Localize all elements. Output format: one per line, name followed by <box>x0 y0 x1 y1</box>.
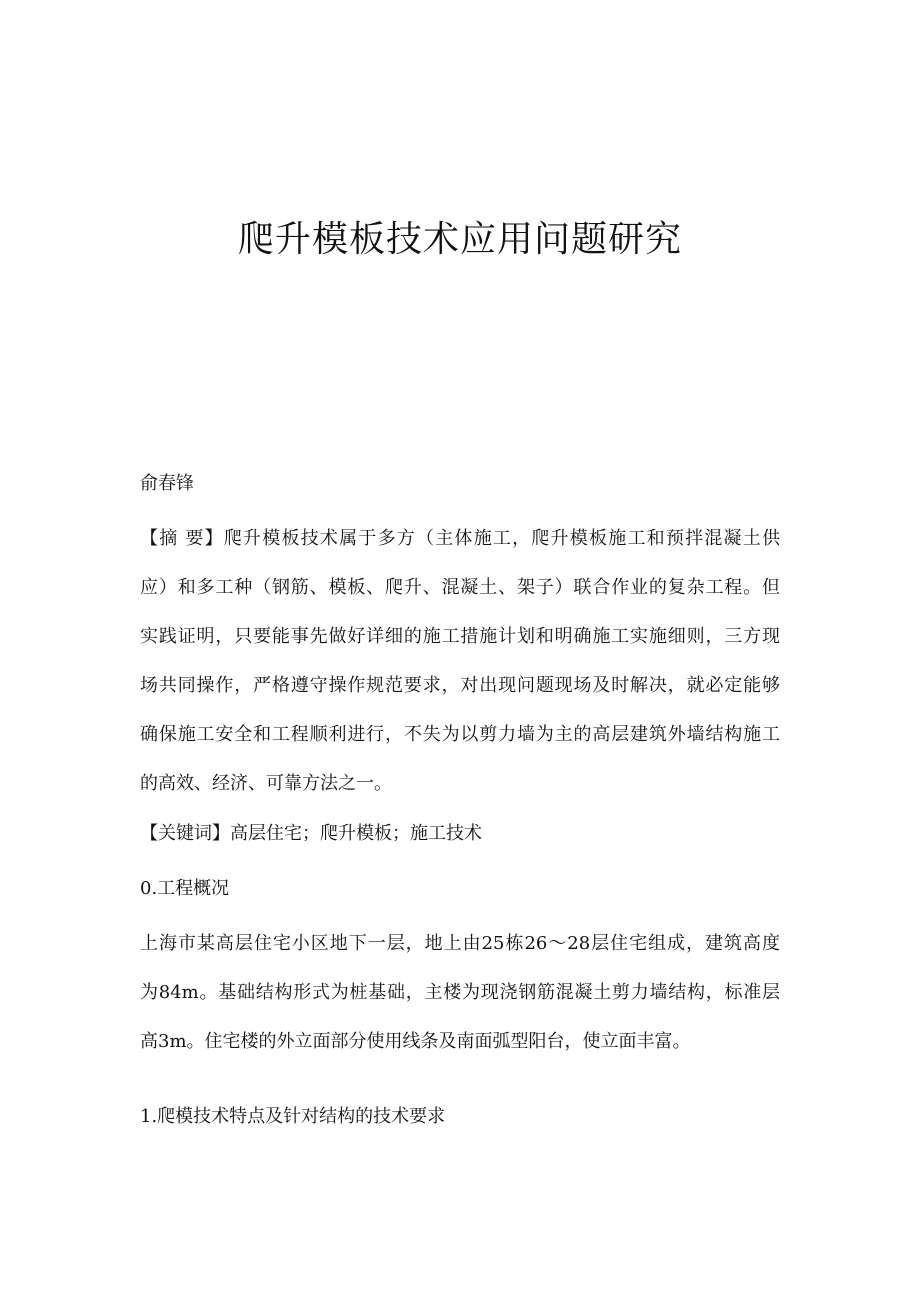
overview-paragraph <box>140 919 780 1066</box>
abstract-line: 的高效、经济、可靠方法之一。 <box>140 773 392 794</box>
overview-line: 高3m。住宅楼的外立面部分使用线条及南面弧型阳台，使立面丰富。 <box>140 1031 691 1052</box>
author-name: 俞春锋 <box>140 473 194 494</box>
document-title: 爬升模板技术应用问题研究 <box>237 219 682 260</box>
abstract-line: 应）和多工种（钢筋、模板、爬升、混凝土、架子）联合作业的复杂工程。但 <box>140 577 780 598</box>
keywords-line: 【关键词】高层住宅；爬升模板；施工技术 <box>140 823 482 844</box>
section-heading-overview: 0.工程概况 <box>140 878 230 899</box>
abstract-line: 场共同操作，严格遵守操作规范要求，对出现问题现场及时解决，就必定能够 <box>140 675 780 696</box>
overview-line: 上海市某高层住宅小区地下一层，地上由25栋26～28层住宅组成，建筑高度 <box>140 933 780 954</box>
abstract-line: 实践证明，只要能事先做好详细的施工措施计划和明确施工实施细则，三方现 <box>140 626 780 647</box>
abstract-line: 【摘 要】爬升模板技术属于多方（主体施工，爬升模板施工和预拌混凝土供 <box>140 528 780 549</box>
abstract-paragraph <box>140 514 780 808</box>
abstract-line: 确保施工安全和工程顺利进行，不失为以剪力墙为主的高层建筑外墙结构施工 <box>140 724 780 745</box>
overview-line: 为84m。基础结构形式为桩基础，主楼为现浇钢筋混凝土剪力墙结构，标准层 <box>140 982 780 1003</box>
section-heading-climbing-formwork: 1.爬模技术特点及针对结构的技术要求 <box>140 1106 446 1127</box>
